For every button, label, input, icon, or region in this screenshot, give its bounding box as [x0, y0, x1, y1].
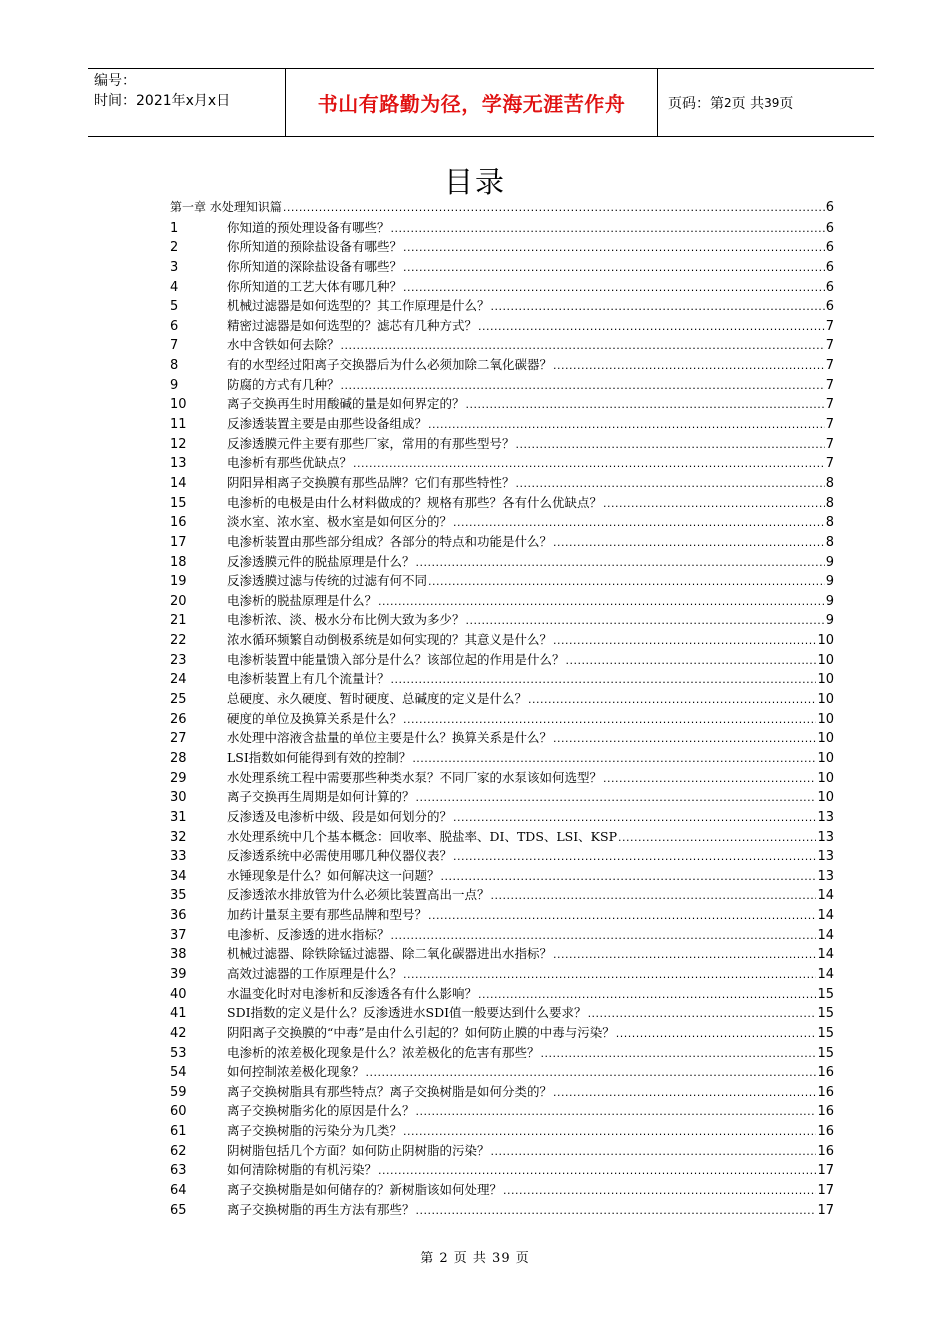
page-footer: 第 2 页 共 39 页 [420, 1251, 530, 1266]
toc-leader-dots [553, 1083, 816, 1103]
toc-entry[interactable] [170, 532, 834, 552]
toc-entry-text: 反渗透及电渗析中级、段是如何划分的？ [227, 808, 453, 824]
toc-entry-page: 17 [817, 1163, 834, 1179]
toc-entry[interactable] [170, 316, 834, 336]
toc-entry[interactable] [170, 1160, 834, 1180]
toc-entry-page: 17 [817, 1183, 834, 1199]
header-motto: 书山有路勤为径，学海无涯苦作舟 [286, 69, 658, 136]
toc-entry-page: 9 [825, 593, 834, 609]
toc-leader-dots [566, 651, 817, 671]
toc-entry-number: 29 [170, 770, 187, 786]
toc-leader-dots [366, 1063, 817, 1083]
toc-entry-number: 3 [170, 259, 179, 275]
toc-entry-number: 38 [170, 947, 187, 963]
toc-entry-page: 7 [825, 377, 834, 393]
toc-entry-page: 10 [817, 750, 834, 766]
toc-leader-dots [466, 395, 825, 415]
toc-entry-text: 你所知道的预除盐设备有哪些？ [227, 239, 403, 255]
toc-entry-page: 16 [817, 1084, 834, 1100]
toc-entry-page: 15 [817, 1006, 834, 1022]
toc-entry-text: LSI指数如何能得到有效的控制？ [227, 749, 412, 765]
toc-entry[interactable] [170, 1043, 834, 1063]
toc-entry-text: 硬度的单位及换算关系是什么？ [227, 710, 403, 726]
toc-leader-dots [283, 198, 825, 218]
toc-leader-dots [618, 828, 816, 848]
toc-leader-dots [391, 670, 817, 690]
toc-entry-page: 13 [817, 809, 834, 825]
toc-entry-page: 16 [817, 1124, 834, 1140]
toc-entry-number: 34 [170, 868, 187, 884]
table-of-contents [170, 198, 834, 1219]
toc-entry[interactable] [170, 1062, 834, 1082]
toc-entry-text: 电渗析装置中能量馈入部分是什么？该部位起的作用是什么？ [227, 651, 565, 667]
toc-entry-text: 浓水循环频繁自动倒极系统是如何实现的？其意义是什么？ [227, 632, 553, 648]
toc-leader-dots [553, 945, 816, 965]
toc-entry[interactable] [170, 414, 834, 434]
toc-entry-number: 14 [170, 475, 187, 491]
toc-entry-number: 4 [170, 279, 179, 295]
toc-entry-text: 阴阳异相离子交换膜有那些品牌？它们有那些特性？ [227, 474, 515, 490]
toc-entry-number: 39 [170, 966, 187, 982]
toc-entry-page: 7 [825, 338, 834, 354]
toc-entry-page: 17 [817, 1202, 834, 1218]
toc-entry[interactable] [170, 728, 834, 748]
toc-entry-text: SDI指数的定义是什么？反渗透进水SDI值一般要达到什么要求？ [227, 1005, 587, 1021]
toc-entry-text: 电渗析的浓差极化现象是什么？浓差极化的危害有那些？ [227, 1044, 540, 1060]
serial-label: 编号： [94, 73, 136, 89]
toc-entry-number: 7 [170, 338, 179, 354]
page-current: 2 [724, 95, 732, 110]
toc-entry[interactable] [170, 1101, 834, 1121]
toc-entry-page: 8 [825, 515, 834, 531]
toc-entry-number: 61 [170, 1124, 187, 1140]
toc-entry-text: 电渗析浓、淡、极水分布比例大致为多少？ [227, 612, 465, 628]
toc-entry-text: 电渗析有那些优缺点？ [227, 455, 353, 471]
page-suffix: 页 [779, 95, 794, 112]
page-title: 目录 [443, 165, 506, 199]
toc-leader-dots [403, 710, 816, 730]
toc-entry-text: 水锤现象是什么？如何解决这一问题？ [227, 867, 440, 883]
toc-leader-dots [378, 1161, 816, 1181]
toc-leader-dots [403, 278, 825, 298]
header-table [88, 68, 874, 137]
toc-entry-page: 15 [817, 986, 834, 1002]
toc-entry-page: 7 [825, 318, 834, 334]
toc-entry-page: 9 [825, 613, 834, 629]
toc-entry[interactable] [170, 296, 834, 316]
toc-entry-text: 水处理中溶液含盐量的单位主要是什么？换算关系是什么？ [227, 730, 553, 746]
toc-entry-text: 反渗透装置主要是由那些设备组成？ [227, 416, 428, 432]
toc-entry-page: 13 [817, 868, 834, 884]
toc-entry[interactable] [170, 394, 834, 414]
toc-entry-text: 如何清除树脂的有机污染？ [227, 1162, 378, 1178]
toc-entry-number: 64 [170, 1183, 187, 1199]
toc-entry-number: 26 [170, 711, 187, 727]
toc-entry-number: 42 [170, 1025, 187, 1041]
toc-entry-text: 你所知道的深除盐设备有哪些？ [227, 258, 403, 274]
toc-entry[interactable] [170, 650, 834, 670]
toc-entry[interactable] [170, 571, 834, 591]
toc-entry-text: 水处理系统工程中需要那些种类水泵？不同厂家的水泵该如何选型？ [227, 769, 603, 785]
toc-leader-dots [403, 258, 825, 278]
toc-entry-number: 18 [170, 554, 187, 570]
toc-entry-text: 水温变化时对电渗析和反渗透各有什么影响？ [227, 985, 478, 1001]
toc-entry-number: 59 [170, 1084, 187, 1100]
toc-entry[interactable] [170, 846, 834, 866]
toc-leader-dots [416, 788, 817, 808]
toc-entry-number: 9 [170, 377, 179, 393]
toc-leader-dots [353, 454, 825, 474]
time-label: 时间：2021年x月x日 [94, 93, 231, 109]
toc-entry-number: 32 [170, 829, 187, 845]
toc-leader-dots [491, 297, 825, 317]
header-page-cell [658, 69, 874, 136]
toc-entry-page: 6 [825, 259, 834, 275]
toc-leader-dots [428, 415, 825, 435]
toc-entry-text: 电渗析的电极是由什么材料做成的？规格有那些？各有什么优缺点？ [227, 494, 603, 510]
toc-entry-number: 65 [170, 1202, 187, 1218]
toc-entry[interactable] [170, 434, 834, 454]
toc-entry-number: 37 [170, 927, 187, 943]
toc-entry-text: 离子交换树脂具有那些特点？离子交换树脂是如何分类的？ [227, 1083, 553, 1099]
toc-entry[interactable] [170, 335, 834, 355]
toc-entry-page: 7 [825, 417, 834, 433]
toc-entry-page: 10 [817, 770, 834, 786]
toc-entry-page: 10 [817, 731, 834, 747]
toc-entry-number: 5 [170, 299, 179, 315]
toc-chapter-entry[interactable] [170, 198, 834, 218]
toc-entry[interactable] [170, 1121, 834, 1141]
toc-entry-number: 28 [170, 750, 187, 766]
toc-entry[interactable] [170, 237, 834, 257]
toc-leader-dots [453, 808, 816, 828]
toc-leader-dots [453, 847, 816, 867]
toc-entry[interactable] [170, 1141, 834, 1161]
toc-entry-number: 1 [170, 220, 179, 236]
toc-leader-dots [603, 494, 825, 514]
toc-entry[interactable] [170, 787, 834, 807]
toc-entry[interactable] [170, 630, 834, 650]
toc-entry-text: 阴阳离子交换膜的“中毒”是由什么引起的？如何防止膜的中毒与污染？ [227, 1024, 615, 1040]
toc-leader-dots [412, 749, 816, 769]
toc-entry-page: 10 [817, 711, 834, 727]
toc-leader-dots [341, 336, 825, 356]
toc-entry-page: 9 [825, 554, 834, 570]
toc-entry[interactable] [170, 1082, 834, 1102]
toc-entry-text: 机械过滤器是如何选型的？其工作原理是什么？ [227, 298, 490, 314]
toc-entry[interactable] [170, 610, 834, 630]
toc-entry-number: 60 [170, 1104, 187, 1120]
toc-entry[interactable] [170, 866, 834, 886]
toc-entry-number: 35 [170, 888, 187, 904]
page-total: 39 [764, 95, 780, 110]
toc-entry-text: 你知道的预处理设备有哪些？ [227, 219, 390, 235]
toc-entry-number: 31 [170, 809, 187, 825]
toc-chapter-page: 6 [825, 200, 834, 215]
toc-leader-dots [503, 1181, 816, 1201]
toc-entry[interactable] [170, 984, 834, 1004]
toc-entry-text: 离子交换再生时用酸碱的量是如何界定的？ [227, 396, 465, 412]
toc-entry-page: 6 [825, 279, 834, 295]
toc-entry-number: 11 [170, 417, 187, 433]
toc-entry-number: 63 [170, 1163, 187, 1179]
header-info-cell [88, 69, 286, 136]
toc-entry-page: 16 [817, 1104, 834, 1120]
toc-entry[interactable] [170, 669, 834, 689]
toc-leader-dots [478, 985, 816, 1005]
toc-leader-dots [553, 631, 816, 651]
toc-entry[interactable] [170, 355, 834, 375]
toc-entry-page: 7 [825, 358, 834, 374]
toc-entry-text: 反渗透膜过滤与传统的过滤有何不同 [227, 573, 428, 589]
toc-entry-number: 21 [170, 613, 187, 629]
toc-entry-text: 离子交换树脂的污染分为几类？ [227, 1123, 403, 1139]
toc-entry[interactable] [170, 277, 834, 297]
toc-entry-number: 13 [170, 456, 187, 472]
toc-entry-number: 19 [170, 574, 187, 590]
toc-entry-number: 24 [170, 672, 187, 688]
toc-entry-number: 22 [170, 633, 187, 649]
toc-entry-text: 电渗析装置上有几个流量计？ [227, 671, 390, 687]
toc-entry[interactable] [170, 512, 834, 532]
toc-entry-text: 反渗透膜元件主要有那些厂家，常用的有那些型号？ [227, 435, 515, 451]
toc-entry-text: 如何控制浓差极化现象？ [227, 1064, 365, 1080]
toc-entry-page: 14 [817, 947, 834, 963]
toc-entry-page: 15 [817, 1025, 834, 1041]
toc-entry[interactable] [170, 964, 834, 984]
toc-entry-page: 14 [817, 888, 834, 904]
toc-leader-dots [616, 1024, 817, 1044]
toc-leader-dots [341, 376, 825, 396]
toc-entry-number: 33 [170, 849, 187, 865]
toc-entry-page: 6 [825, 220, 834, 236]
toc-entry-page: 6 [825, 299, 834, 315]
toc-entry[interactable] [170, 748, 834, 768]
toc-entry-text: 总硬度、永久硬度、暂时硬度、总碱度的定义是什么？ [227, 691, 528, 707]
page-prefix: 页码：第 [668, 95, 724, 112]
toc-entry[interactable] [170, 1023, 834, 1043]
toc-leader-dots [516, 435, 825, 455]
toc-entry-text: 机械过滤器、除铁除锰过滤器、除二氧化碳器进出水指标？ [227, 946, 553, 962]
toc-entry[interactable] [170, 1200, 834, 1220]
toc-leader-dots [553, 533, 825, 553]
toc-entry-text: 电渗析、反渗透的进水指标？ [227, 926, 390, 942]
toc-entry-number: 16 [170, 515, 187, 531]
toc-entry-text: 水处理系统中几个基本概念：回收率、脱盐率、DI、TDS、LSI、KSP [227, 828, 617, 844]
toc-entry-text: 反渗透系统中必需使用哪几种仪器仪表？ [227, 848, 453, 864]
toc-entry[interactable] [170, 905, 834, 925]
toc-entry-page: 15 [817, 1045, 834, 1061]
toc-entry-page: 13 [817, 829, 834, 845]
toc-entry-number: 62 [170, 1143, 187, 1159]
toc-entry-number: 41 [170, 1006, 187, 1022]
toc-entry-page: 10 [817, 633, 834, 649]
toc-entry-page: 14 [817, 966, 834, 982]
toc-entry-page: 10 [817, 790, 834, 806]
toc-chapter-text: 第一章 水处理知识篇 [170, 200, 282, 214]
toc-entry-text: 阴树脂包括几个方面？如何防止阴树脂的污染？ [227, 1142, 490, 1158]
toc-entry-page: 10 [817, 652, 834, 668]
toc-leader-dots [441, 867, 817, 887]
toc-entry-page: 8 [825, 475, 834, 491]
toc-leader-dots [403, 238, 825, 258]
toc-entry[interactable] [170, 944, 834, 964]
toc-leader-dots [553, 729, 816, 749]
toc-leader-dots [491, 1142, 817, 1162]
toc-leader-dots [478, 317, 825, 337]
toc-leader-dots [528, 690, 816, 710]
toc-entry-page: 10 [817, 672, 834, 688]
toc-entry-number: 40 [170, 986, 187, 1002]
toc-entry-text: 离子交换树脂是如何储存的？新树脂该如何处理？ [227, 1182, 503, 1198]
toc-leader-dots [588, 1004, 817, 1024]
toc-entry-number: 8 [170, 358, 179, 374]
toc-entry-page: 9 [825, 574, 834, 590]
toc-entry-text: 加药计量泵主要有那些品牌和型号？ [227, 907, 428, 923]
toc-leader-dots [516, 474, 825, 494]
toc-entry-number: 15 [170, 495, 187, 511]
toc-entry-number: 30 [170, 790, 187, 806]
toc-entry-number: 20 [170, 593, 187, 609]
toc-entry-number: 36 [170, 908, 187, 924]
toc-entry-number: 27 [170, 731, 187, 747]
toc-leader-dots [378, 592, 825, 612]
toc-leader-dots [428, 906, 816, 926]
toc-entry-text: 电渗析的脱盐原理是什么？ [227, 592, 378, 608]
toc-leader-dots [428, 572, 825, 592]
toc-entry-number: 10 [170, 397, 187, 413]
toc-entry-text: 离子交换再生周期是如何计算的？ [227, 789, 415, 805]
toc-leader-dots [491, 886, 817, 906]
toc-leader-dots [453, 513, 825, 533]
toc-entry[interactable] [170, 257, 834, 277]
toc-entry-text: 精密过滤器是如何选型的？滤芯有几种方式？ [227, 317, 478, 333]
toc-entry[interactable] [170, 218, 834, 238]
toc-entry[interactable] [170, 827, 834, 847]
toc-entry-page: 8 [825, 495, 834, 511]
toc-entry[interactable] [170, 885, 834, 905]
toc-entry-text: 离子交换树脂的再生方法有那些？ [227, 1201, 415, 1217]
toc-entry[interactable] [170, 1180, 834, 1200]
toc-entry-page: 8 [825, 534, 834, 550]
toc-entry-text: 反渗透浓水排放管为什么必须比装置高出一点？ [227, 887, 490, 903]
toc-entry-text: 淡水室、浓水室、极水室是如何区分的？ [227, 514, 453, 530]
toc-entry[interactable] [170, 473, 834, 493]
toc-leader-dots [466, 611, 825, 631]
toc-entry-number: 17 [170, 534, 187, 550]
toc-entry-page: 10 [817, 692, 834, 708]
toc-leader-dots [416, 553, 825, 573]
toc-entry[interactable] [170, 925, 834, 945]
toc-entry[interactable] [170, 493, 834, 513]
toc-entry-page: 7 [825, 436, 834, 452]
toc-entry-page: 7 [825, 397, 834, 413]
toc-entry-text: 高效过滤器的工作原理是什么？ [227, 965, 403, 981]
toc-entry-page: 7 [825, 456, 834, 472]
toc-entry-text: 水中含铁如何去除？ [227, 337, 340, 353]
toc-entry[interactable] [170, 375, 834, 395]
toc-entry[interactable] [170, 689, 834, 709]
toc-leader-dots [391, 219, 825, 239]
toc-entry-page: 14 [817, 908, 834, 924]
toc-entry-number: 6 [170, 318, 179, 334]
toc-entry-page: 16 [817, 1065, 834, 1081]
toc-entry-number: 2 [170, 240, 179, 256]
toc-entry-text: 你所知道的工艺大体有哪几种？ [227, 278, 403, 294]
toc-entry-number: 25 [170, 692, 187, 708]
toc-leader-dots [416, 1201, 817, 1221]
toc-entry-text: 电渗析装置由那些部分组成？各部分的特点和功能是什么？ [227, 533, 553, 549]
toc-entry[interactable] [170, 709, 834, 729]
toc-entry-number: 12 [170, 436, 187, 452]
toc-entry[interactable] [170, 591, 834, 611]
toc-entry-text: 离子交换树脂劣化的原因是什么？ [227, 1103, 415, 1119]
toc-entry-text: 有的水型经过阳离子交换器后为什么必须加除二氧化碳器？ [227, 357, 553, 373]
toc-leader-dots [541, 1044, 817, 1064]
toc-entry[interactable] [170, 552, 834, 572]
toc-entry[interactable] [170, 1003, 834, 1023]
page-middle: 页 共 [731, 95, 765, 112]
toc-leader-dots [603, 769, 816, 789]
toc-entry-number: 54 [170, 1065, 187, 1081]
toc-entry-text: 防腐的方式有几种？ [227, 376, 340, 392]
toc-entry-page: 14 [817, 927, 834, 943]
toc-leader-dots [403, 1122, 816, 1142]
toc-entry-text: 反渗透膜元件的脱盐原理是什么？ [227, 553, 415, 569]
toc-entry-page: 13 [817, 849, 834, 865]
toc-entry-number: 53 [170, 1045, 187, 1061]
toc-leader-dots [391, 926, 817, 946]
toc-leader-dots [416, 1102, 817, 1122]
toc-entry-page: 16 [817, 1143, 834, 1159]
toc-entry-page: 6 [825, 240, 834, 256]
toc-entry[interactable] [170, 807, 834, 827]
toc-entry[interactable] [170, 768, 834, 788]
toc-entry[interactable] [170, 453, 834, 473]
toc-entry-number: 23 [170, 652, 187, 668]
toc-leader-dots [553, 356, 825, 376]
toc-leader-dots [403, 965, 816, 985]
